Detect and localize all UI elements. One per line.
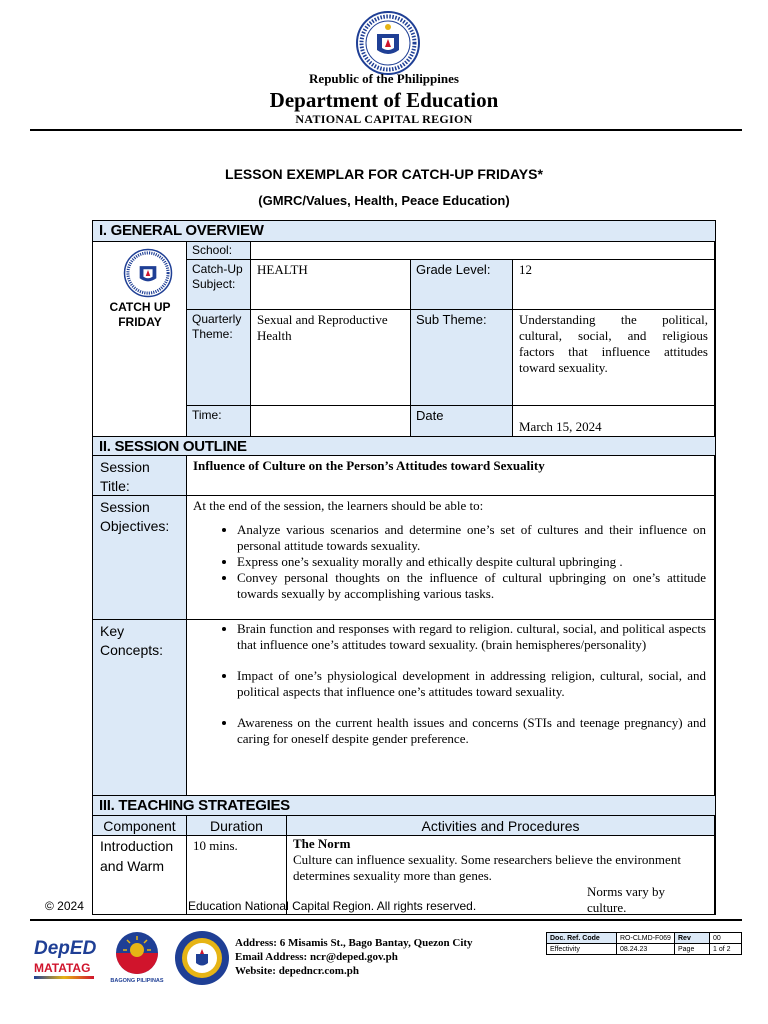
key-concepts-list [237,620,714,747]
page-label: Page [675,944,710,955]
document-subtitle: (GMRC/Values, Health, Peace Education) [258,193,510,208]
department-of-education-seal-icon [174,930,230,986]
session-objectives-label: Session Objectives: [93,496,187,620]
page-value: 1 of 2 [710,944,742,955]
sub-theme-label: Sub Theme: [411,310,513,406]
activity-note: Norms vary by culture. [587,884,665,915]
objectives-list [237,522,714,602]
header-department: Department of Education [269,88,499,112]
time-label: Time: [187,406,251,437]
activity-text: Culture can influence sexuality. Some researchers believe the environment determines sexuality more than genes. [293,852,681,883]
deped-seal-icon [123,248,173,298]
section-general-overview: I. GENERAL OVERVIEW [93,221,715,242]
copyright-year: © 2024 [45,899,84,913]
date-value[interactable]: March 15, 2024 [513,406,715,437]
rev-label: Rev [675,933,710,944]
objectives-intro: At the end of the session, the learners should be able to: [193,498,484,513]
session-title-value: Influence of Culture on the Person’s Attitudes toward Sexuality [187,456,715,496]
grade-level-label: Grade Level: [411,260,513,310]
session-objectives-content [187,496,715,620]
lesson-table [92,220,716,915]
subject-label: Catch-Up Subject: [187,260,251,310]
document-title: LESSON EXEMPLAR FOR CATCH-UP FRIDAYS* [225,166,543,182]
col-duration-header: Duration [187,816,287,836]
header-republic: Republic of the Philippines [309,71,459,86]
section-session-outline: II. SESSION OUTLINE [93,437,715,456]
catch-up-badge-text: CATCH UP FRIDAY [109,300,171,329]
concept-item: • Impact of one’s physiological development in addressing religion, cultural, social, and political aspects that influence one’s attitudes toward sexuality. [237,668,706,700]
quarterly-theme-value[interactable]: Sexual and Reproductive Health [251,310,411,406]
doc-ref-value: RO-CLMD-F069 [617,933,675,944]
objective-item: • Analyze various scenarios and determine one’s set of cultures and their influence on personal attitude towards sexuality. [237,522,706,554]
concept-item: • Awareness on the current health issues and concerns (STIs and teenage pregnancy) and caring for oneself despite gender preference. [237,715,706,747]
matatag-logo-text: MATATAG [34,961,91,975]
sub-theme-value[interactable]: Understanding the political, cultural, social, and religious factors that influence attitudes toward sexuality. [513,310,715,406]
col-component-header: Component [93,816,187,836]
rev-value: 00 [710,933,742,944]
deped-logo-text: DepED [34,938,97,959]
component-introduction: Introduction and Warm [93,836,187,915]
key-concepts-content [187,620,715,796]
header-divider [30,129,742,131]
session-title-label: Session Title: [93,456,187,496]
deped-seal-icon [355,10,421,76]
key-concepts-label: Key Concepts: [93,620,187,796]
grade-level-value[interactable]: 12 [513,260,715,310]
footer-website: Website: depedncr.com.ph [235,965,359,977]
footer-divider [30,919,742,921]
concept-item: • Brain function and responses with regard to religion. cultural, social, and political aspects that influence one’s attitudes toward sexuality. (brain hemispheres/personality) [237,621,706,653]
document-reference-table [546,932,742,955]
bagong-pilipinas-logo [106,930,168,990]
copyright-text: Education National Capital Region. All rights reserved. [188,899,477,913]
effectivity-label: Effectivity [547,944,617,955]
objective-item: • Express one’s sexuality morally and ethically despite cultural upbringing . [237,554,706,570]
date-label: Date [411,406,513,437]
activity-title: The Norm [293,836,351,851]
doc-ref-label: Doc. Ref. Code [547,933,617,944]
footer-address: Address: 6 Misamis St., Bago Bantay, Quezon City [235,937,473,949]
quarterly-theme-label: Quarterly Theme: [187,310,251,406]
col-activities-header: Activities and Procedures [287,816,715,836]
time-value[interactable] [251,406,411,437]
subject-value[interactable]: HEALTH [251,260,411,310]
header-region: NATIONAL CAPITAL REGION [295,112,473,126]
footer-email: Email Address: ncr@deped.gov.ph [235,951,398,963]
bagong-pilipinas-text: BAGONG PILIPINAS [110,978,164,984]
catch-up-badge [93,242,187,437]
section-teaching-strategies: III. TEACHING STRATEGIES [93,796,715,816]
duration-introduction: 10 mins. [187,836,287,915]
objective-item: • Convey personal thoughts on the influence of cultural upbringing on one’s attitude towards sexually by accomplishing various tasks. [237,570,706,602]
school-label: School: [187,242,251,260]
effectivity-value: 08.24.23 [617,944,675,955]
bagong-pilipinas-emblem-icon [114,930,160,976]
deped-matatag-logo [34,938,96,988]
school-value[interactable] [251,242,715,260]
